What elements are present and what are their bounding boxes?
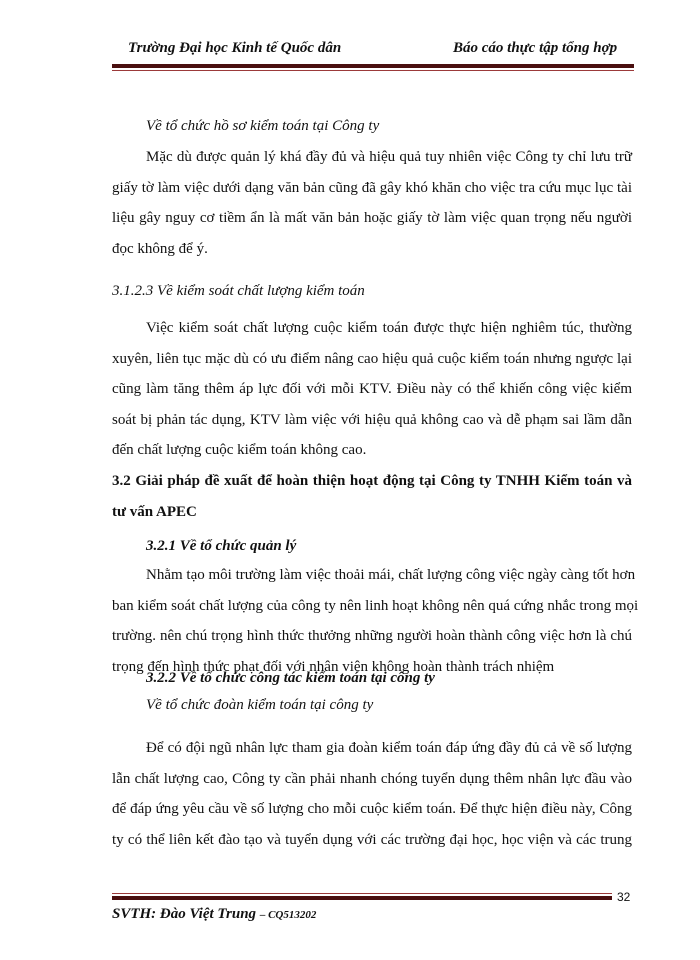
header-school-name: Trường Đại học Kinh tế Quốc dân (128, 40, 342, 56)
paragraph-line: để đáp ứng yêu cầu về số lượng cho mỗi cuộc kiểm toán. Để thực hiện điều này, Công (112, 801, 632, 817)
paragraph-line: Nhằm tạo môi trường làm việc thoải mái, chất lượng công việc ngày càng tốt hơn (146, 567, 636, 583)
paragraph-line: liệu gây nguy cơ tiềm ẩn là mất văn bản hoặc giấy tờ làm việc quan trọng nếu người (112, 210, 632, 226)
header-report-title: Báo cáo thực tập tổng hợp (453, 40, 618, 56)
paragraph-line: đọc không để ý. (112, 240, 208, 257)
heading-line: tư vấn APEC (112, 503, 197, 520)
paragraph-line: Để có đội ngũ nhân lực tham gia đoàn kiểm toán đáp ứng đầy đủ cả về số lượng (146, 740, 632, 756)
paragraph-line: lẫn chất lượng cao, Công ty cần phải nhanh chóng tuyển dụng thêm nhân lực đầu vào (112, 770, 632, 787)
paragraph-line: Việc kiểm soát chất lượng cuộc kiểm toán được thực hiện nghiêm túc, thường (146, 320, 632, 336)
section-heading-3123: 3.1.2.3 Về kiểm soát chất lượng kiểm toán (112, 283, 365, 299)
section-heading-32 (112, 466, 632, 527)
paragraph-audit-team (112, 733, 632, 855)
paragraph-line: cũng làm tăng thêm áp lực đối với mỗi KTV. Điều này có thể khiến công việc kiểm (112, 381, 632, 397)
paragraph-line: ty có thể liên kết đào tạo và tuyển dụng với các trường đại học, học viện và các trung (112, 831, 632, 848)
paragraph-line: ban kiểm soát chất lượng của công ty nên linh hoạt không nên quá cứng nhắc trong mọi (112, 597, 639, 614)
footer-author: SVTH: Đào Việt Trung – CQ513202 (112, 906, 317, 922)
paragraph-line: đến chất lượng cuộc kiểm toán không cao. (112, 442, 367, 458)
paragraph-quality-control (112, 313, 632, 466)
heading-line: 3.2 Giải pháp đề xuất để hoàn thiện hoạt động tại Công ty TNHH Kiểm toán và (112, 473, 632, 489)
paragraph-line: xuyên, liên tục mặc dù có ưu điểm nâng cao hiệu quả cuộc kiểm toán nhưng ngược lại (112, 350, 632, 367)
paragraph-line: giấy tờ làm việc dưới dạng văn bản cũng đã gây khó khăn cho việc tra cứu mục lục tài (112, 179, 632, 196)
section-heading-321: 3.2.1 Về tổ chức quản lý (146, 538, 297, 554)
paragraph-line: soát bị phản tác dụng, KTV làm việc với hiệu quả không cao và dễ phạm sai lầm dẫn (112, 411, 632, 428)
paragraph-line: trường. nên chú trọng hình thức thưởng những người hoàn thành công việc hơn là chú (112, 628, 632, 644)
student-id: CQ513202 (268, 909, 317, 921)
page-number: 32 (617, 890, 631, 904)
author-name: SVTH: Đào Việt Trung (112, 906, 257, 922)
subheading-audit-team: Về tổ chức đoàn kiểm toán tại công ty (146, 697, 374, 713)
section-heading-records: Về tổ chức hồ sơ kiểm toán tại Công ty (146, 118, 380, 134)
paragraph-management (112, 560, 639, 682)
section-heading-322: 3.2.2 Về tổ chức công tác kiểm toán tại công ty (146, 670, 435, 686)
paragraph-line: Mặc dù được quản lý khá đầy đủ và hiệu quả tuy nhiên việc Công ty chỉ lưu trữ (146, 149, 632, 165)
paragraph-records (112, 142, 632, 264)
paragraph-line: trọng đến hình thức phạt đối với nhân viên không hoàn thành trách nhiệm (112, 658, 555, 675)
